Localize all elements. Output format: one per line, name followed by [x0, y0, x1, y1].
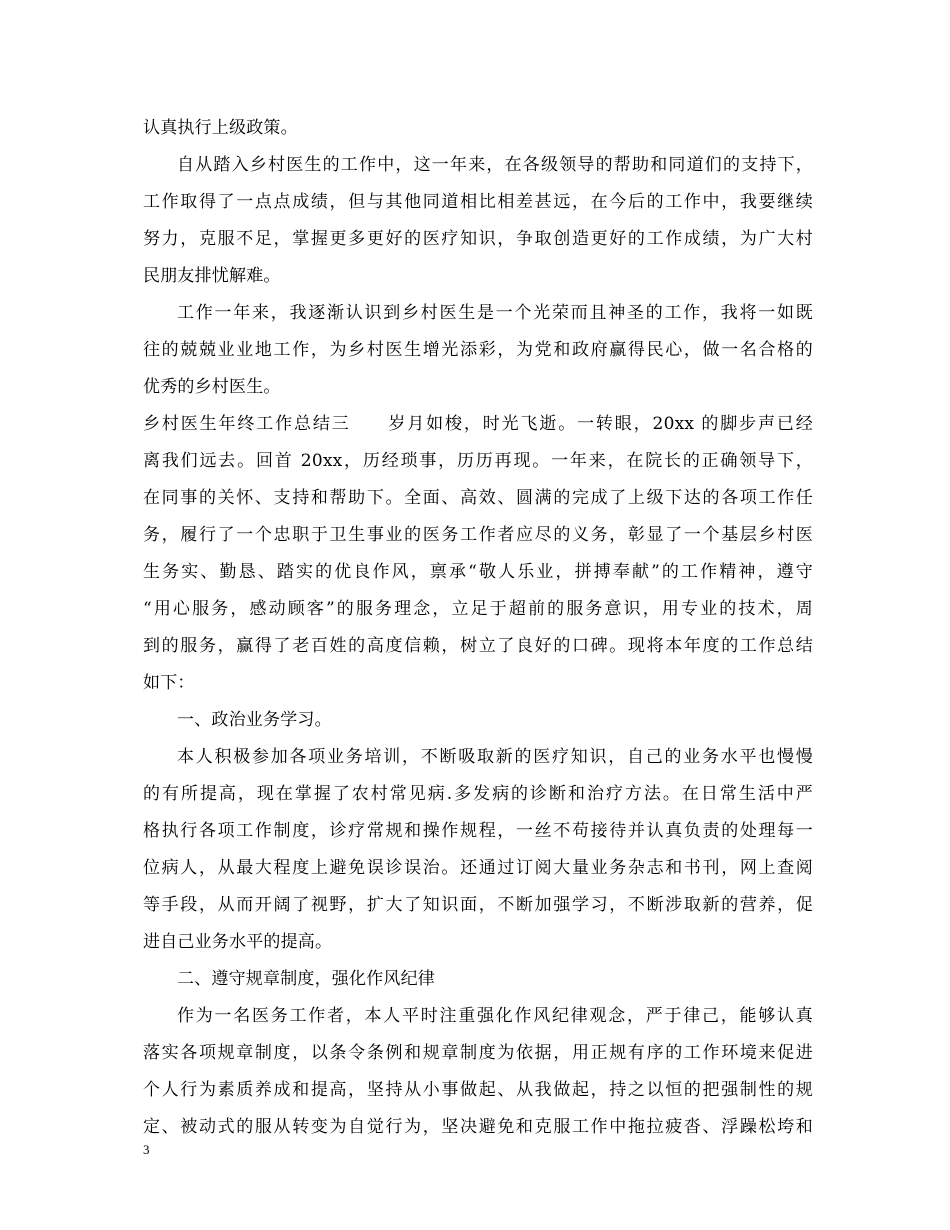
text-line: 进自己业务水平的提高。 — [143, 932, 333, 952]
text-line: 位病人，从最大程度上避免误诊误治。还通过订阅大量业务杂志和书刊，网上查阅 — [143, 858, 813, 878]
text-line: 到的服务，赢得了老百姓的高度信赖，树立了良好的口碑。现将本年度的工作总结 — [143, 636, 813, 656]
text-line: 在同事的关怀、支持和帮助下。全面、高效、圆满的完成了上级下达的各项工作任 — [143, 488, 813, 508]
section-heading-line: 乡村医生年终工作总结三 岁月如梭，时光飞逝。一转眼，20xx 的脚步声已经 — [143, 414, 813, 434]
text-line: 民朋友排忧解难。 — [143, 266, 281, 286]
subheading-line: 二、遵守规章制度，强化作风纪律 — [177, 969, 435, 989]
text-line: 定、被动式的服从转变为自觉行为，坚决避免和克服工作中拖拉疲沓、浮躁松垮和 — [143, 1117, 813, 1137]
page-number: 3 — [143, 1142, 150, 1157]
text-line: 往的兢兢业业地工作，为乡村医生增光添彩，为党和政府赢得民心，做一名合格的 — [143, 340, 813, 360]
text-line: 等手段，从而开阔了视野，扩大了知识面，不断加强学习，不断涉取新的营养，促 — [143, 895, 813, 915]
paragraph-start-line: 作为一名医务工作者，本人平时注重强化作风纪律观念，严于律己，能够认真 — [177, 1006, 813, 1026]
text-line: 优秀的乡村医生。 — [143, 377, 281, 397]
paragraph-start-line: 本人积极参加各项业务培训，不断吸取新的医疗知识，自己的业务水平也慢慢 — [177, 747, 813, 767]
text-line: 务，履行了一个忠职于卫生事业的医务工作者应尽的义务，彰显了一个基层乡村医 — [143, 525, 813, 545]
text-line: 格执行各项工作制度，诊疗常规和操作规程，一丝不苟接待并认真负责的处理每一 — [143, 821, 813, 841]
text-line: “用心服务，感动顾客”的服务理念，立足于超前的服务意识，用专业的技术，周 — [143, 599, 813, 619]
text-line: 落实各项规章制度，以条令条例和规章制度为依据，用正规有序的工作环境来促进 — [143, 1043, 813, 1063]
paragraph-start-line: 自从踏入乡村医生的工作中，这一年来，在各级领导的帮助和同道们的支持下， — [177, 155, 813, 175]
text-line: 离我们远去。回首 20xx，历经琐事，历历再现。一年来，在院长的正确领导下， — [143, 451, 813, 471]
text-line: 生务实、勤恳、踏实的优良作风，禀承“敬人乐业，拼搏奉献”的工作精神，遵守 — [143, 562, 813, 582]
text-line: 如下： — [143, 673, 195, 693]
text-line: 个人行为素质养成和提高，坚持从小事做起、从我做起，持之以恒的把强制性的规 — [143, 1080, 813, 1100]
paragraph-start-line: 工作一年来，我逐渐认识到乡村医生是一个光荣而且神圣的工作，我将一如既 — [177, 303, 813, 323]
text-line: 工作取得了一点点成绩，但与其他同道相比相差甚远，在今后的工作中，我要继续 — [143, 192, 813, 212]
text-line: 认真执行上级政策。 — [143, 118, 298, 138]
text-line: 的有所提高，现在掌握了农村常见病.多发病的诊断和治疗方法。在日常生活中严 — [143, 784, 813, 804]
text-line: 努力，克服不足，掌握更多更好的医疗知识，争取创造更好的工作成绩，为广大村 — [143, 229, 813, 249]
subheading-line: 一、政治业务学习。 — [177, 710, 332, 730]
